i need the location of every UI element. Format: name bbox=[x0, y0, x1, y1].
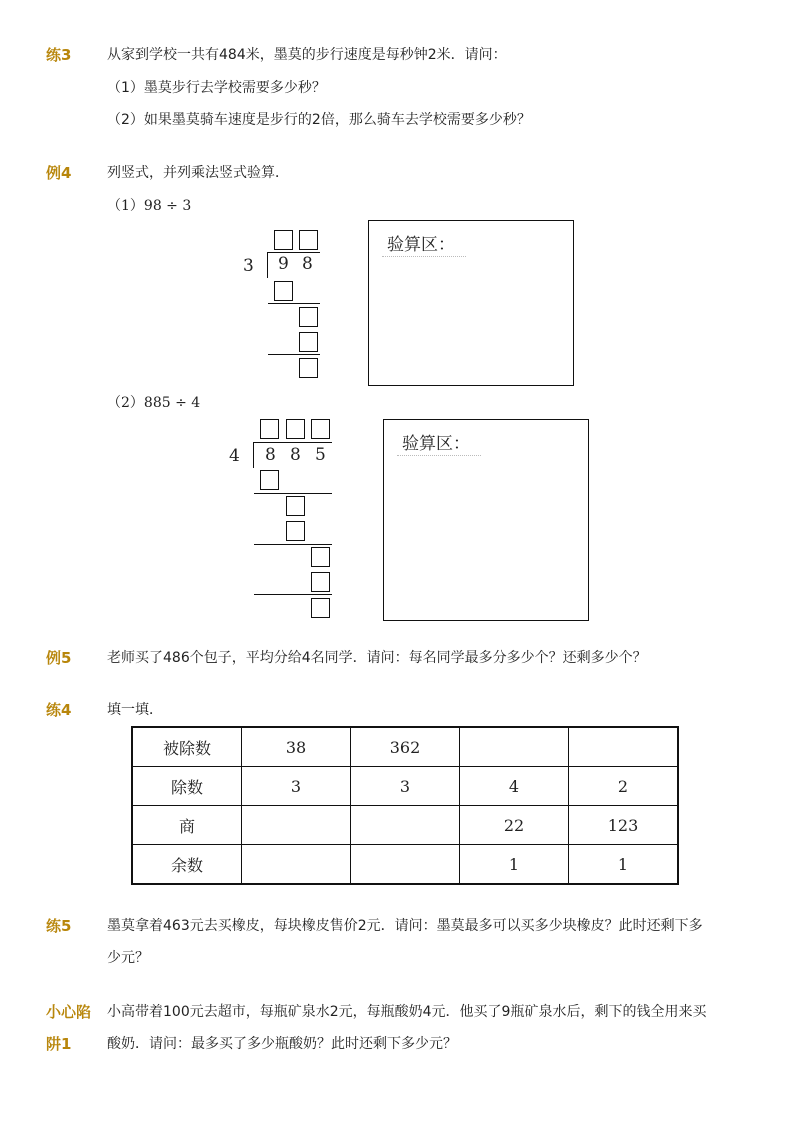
trap1-line2: 酸奶．请问：最多买了多少瓶酸奶？此时还剩下多少元？ bbox=[107, 1036, 457, 1052]
table-cell: 1 bbox=[569, 845, 679, 885]
dividend-digit: 8 bbox=[290, 445, 301, 465]
dividend-digit: 8 bbox=[265, 445, 276, 465]
division-bar bbox=[254, 442, 332, 443]
work-box[interactable] bbox=[311, 572, 330, 592]
table-row bbox=[132, 806, 678, 845]
subtraction-line bbox=[254, 493, 332, 494]
work-box[interactable] bbox=[286, 496, 305, 516]
row-header: 余数 bbox=[132, 845, 242, 885]
table-row bbox=[132, 845, 678, 885]
table-cell: 38 bbox=[242, 727, 351, 767]
subtraction-line bbox=[254, 544, 332, 545]
lian4-instruction: 填一填． bbox=[107, 702, 163, 718]
remainder-box[interactable] bbox=[299, 358, 318, 378]
table-cell: 4 bbox=[460, 767, 569, 806]
division-bar bbox=[268, 252, 320, 253]
li4-problem1-label: （1）98 ÷ 3 bbox=[107, 198, 192, 214]
subtraction-line bbox=[268, 303, 320, 304]
table-cell: 3 bbox=[351, 767, 460, 806]
table-cell-blank[interactable] bbox=[242, 806, 351, 845]
work-box[interactable] bbox=[260, 470, 279, 490]
work-box[interactable] bbox=[286, 521, 305, 541]
table-cell-blank[interactable] bbox=[460, 727, 569, 767]
li5-question: 老师买了486个包子，平均分给4名同学．请问：每名同学最多分多少个？还剩多少个？ bbox=[107, 650, 647, 666]
table-row bbox=[132, 767, 678, 806]
li4-problem2-label: （2）885 ÷ 4 bbox=[107, 395, 201, 411]
table-cell: 362 bbox=[351, 727, 460, 767]
work-box[interactable] bbox=[274, 281, 293, 301]
lian3-q2: （2）如果墨莫骑车速度是步行的2倍，那么骑车去学校需要多少秒？ bbox=[107, 112, 531, 128]
remainder-box[interactable] bbox=[311, 598, 330, 618]
dividend-digit: 8 bbox=[302, 254, 313, 274]
work-box[interactable] bbox=[299, 332, 318, 352]
table-cell: 2 bbox=[569, 767, 679, 806]
quotient-box[interactable] bbox=[260, 419, 279, 439]
example-tag-li5: 例5 bbox=[46, 649, 72, 667]
work-box[interactable] bbox=[311, 547, 330, 567]
trap-tag-line2: 阱1 bbox=[46, 1035, 72, 1053]
division-bracket bbox=[253, 442, 254, 468]
table-cell-blank[interactable] bbox=[569, 727, 679, 767]
quotient-box[interactable] bbox=[311, 419, 330, 439]
exercise-tag-lian4: 练4 bbox=[46, 701, 72, 719]
check-area-title: 验算区： bbox=[387, 235, 455, 255]
work-box[interactable] bbox=[299, 307, 318, 327]
table-cell-blank[interactable] bbox=[351, 806, 460, 845]
quotient-box[interactable] bbox=[286, 419, 305, 439]
table-cell: 3 bbox=[242, 767, 351, 806]
dividend-digit: 9 bbox=[278, 254, 289, 274]
quotient-box[interactable] bbox=[299, 230, 318, 250]
check-title-underline bbox=[397, 455, 481, 456]
table-cell-blank[interactable] bbox=[242, 845, 351, 885]
check-title-underline bbox=[382, 256, 466, 257]
divisor: 3 bbox=[243, 256, 254, 276]
divisor: 4 bbox=[229, 446, 240, 466]
exercise-tag-lian3: 练3 bbox=[46, 46, 72, 64]
subtraction-line bbox=[254, 594, 332, 595]
table-cell-blank[interactable] bbox=[351, 845, 460, 885]
trap1-line1: 小高带着100元去超市，每瓶矿泉水2元，每瓶酸奶4元．他买了9瓶矿泉水后，剩下的钱全用来买 bbox=[107, 1004, 707, 1020]
dividend-digit: 5 bbox=[315, 445, 326, 465]
lian5-line1: 墨莫拿着463元去买橡皮，每块橡皮售价2元．请问：墨莫最多可以买多少块橡皮？此时还剩下多 bbox=[107, 918, 703, 934]
row-header: 被除数 bbox=[132, 727, 242, 767]
row-header: 除数 bbox=[132, 767, 242, 806]
lian5-line2: 少元？ bbox=[107, 950, 149, 966]
table-row bbox=[132, 727, 678, 767]
li4-instruction: 列竖式，并列乘法竖式验算． bbox=[107, 165, 289, 181]
table-cell: 123 bbox=[569, 806, 679, 845]
division-fill-table bbox=[131, 726, 679, 885]
lian3-question: 从家到学校一共有484米，墨莫的步行速度是每秒钟2米．请问： bbox=[107, 47, 507, 63]
exercise-tag-lian5: 练5 bbox=[46, 917, 72, 935]
table-cell: 22 bbox=[460, 806, 569, 845]
row-header: 商 bbox=[132, 806, 242, 845]
trap-tag-line1: 小心陷 bbox=[46, 1003, 92, 1021]
example-tag-li4: 例4 bbox=[46, 164, 72, 182]
table-cell: 1 bbox=[460, 845, 569, 885]
subtraction-line bbox=[268, 354, 320, 355]
quotient-box[interactable] bbox=[274, 230, 293, 250]
lian3-q1: （1）墨莫步行去学校需要多少秒？ bbox=[107, 80, 326, 96]
check-area-title: 验算区： bbox=[402, 434, 470, 454]
division-bracket bbox=[267, 252, 268, 278]
